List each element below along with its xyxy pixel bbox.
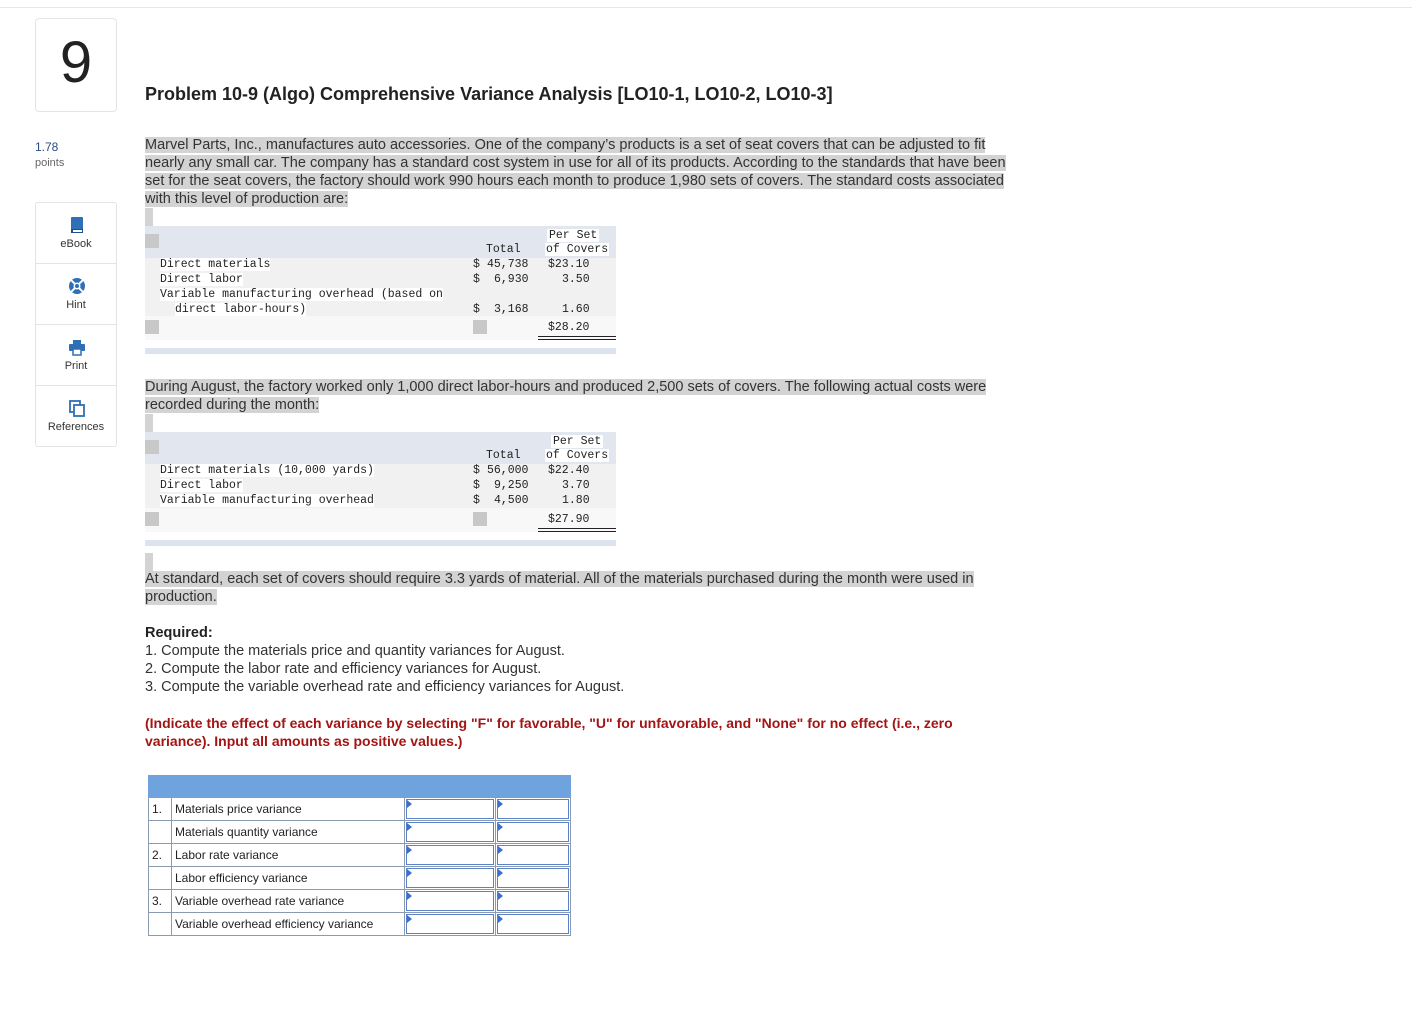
header-cell (149, 776, 172, 798)
effect-select[interactable] (497, 822, 569, 842)
row-perset: $23.10 (548, 258, 590, 271)
row-currency: $ (473, 303, 480, 316)
header-cell (496, 776, 571, 798)
row-perset: 1.60 (562, 303, 590, 316)
amount-input[interactable] (406, 845, 494, 865)
row-label: Labor rate variance (172, 844, 405, 867)
row-marker (473, 512, 487, 526)
row-label: Direct labor (160, 273, 243, 286)
row-perset: 3.50 (562, 273, 590, 286)
row-total: 3,168 (494, 303, 529, 316)
row-number (149, 867, 172, 890)
row-total: 56,000 (487, 464, 529, 477)
effect-cell (496, 890, 571, 913)
row-marker (145, 440, 159, 454)
lifebuoy-icon (68, 277, 86, 295)
row-label: Direct materials (10,000 yards) (160, 464, 374, 477)
row-perset: 1.80 (562, 494, 590, 507)
effect-select[interactable] (497, 845, 569, 865)
effect-select[interactable] (497, 891, 569, 911)
row-number (149, 913, 172, 936)
table-row (149, 821, 571, 844)
row-label: Variable manufacturing overhead (160, 494, 374, 507)
amount-input[interactable] (406, 914, 494, 934)
row-label: Direct materials (160, 258, 271, 271)
row-currency: $ (473, 479, 480, 492)
amount-cell (405, 867, 496, 890)
effect-select[interactable] (497, 868, 569, 888)
instruction-note (145, 714, 1045, 750)
total-perset: $27.90 (548, 513, 590, 526)
double-rule (538, 336, 616, 337)
caret-icon (498, 869, 503, 877)
header-total: Total (486, 449, 521, 462)
standard-line: production. (145, 589, 217, 605)
row-perset: 3.70 (562, 479, 590, 492)
table-footer-band (145, 348, 616, 354)
note-line: variance). Input all amounts as positive values.) (145, 733, 463, 749)
amount-input[interactable] (406, 891, 494, 911)
caret-icon (498, 915, 503, 923)
points-value: 1.78 (35, 140, 59, 154)
effect-select[interactable] (497, 914, 569, 934)
august-line: recorded during the month: (145, 397, 320, 413)
effect-cell (496, 844, 571, 867)
hint-label: Hint (66, 299, 86, 311)
row-label: Variable overhead efficiency variance (172, 913, 405, 936)
august-paragraph (145, 378, 986, 414)
caret-icon (407, 823, 412, 831)
caret-icon (407, 869, 412, 877)
highlight-marker (145, 208, 153, 226)
amount-cell (405, 798, 496, 821)
amount-input[interactable] (406, 868, 494, 888)
row-marker (145, 234, 159, 248)
row-total: 9,250 (494, 479, 529, 492)
standard-paragraph (145, 570, 974, 606)
ebook-label: eBook (60, 238, 92, 250)
top-divider (0, 7, 1412, 8)
table-row (149, 844, 571, 867)
highlight-marker (145, 414, 153, 432)
row-number: 2. (149, 844, 172, 867)
intro-line: nearly any small car. The company has a standard cost system in use for all of its products. According to the standards that have been (145, 155, 1006, 171)
caret-icon (498, 846, 503, 854)
caret-icon (498, 800, 503, 808)
row-label: Materials price variance (172, 798, 405, 821)
amount-input[interactable] (406, 822, 494, 842)
amount-cell (405, 844, 496, 867)
double-rule (538, 339, 616, 340)
amount-input[interactable] (406, 799, 494, 819)
header-perset-1: Per Set (549, 229, 598, 242)
references-label: References (47, 421, 105, 433)
row-currency: $ (473, 258, 480, 271)
effect-select[interactable] (497, 799, 569, 819)
row-marker (473, 320, 487, 334)
tools-panel (35, 202, 117, 447)
effect-cell (496, 867, 571, 890)
print-label: Print (64, 360, 88, 372)
row-label: Direct labor (160, 479, 243, 492)
row-marker (145, 320, 159, 334)
book-icon (68, 216, 86, 234)
caret-icon (407, 846, 412, 854)
row-currency: $ (473, 464, 480, 477)
header-cell (172, 776, 405, 798)
header-perset-2: of Covers (546, 243, 609, 256)
intro-line: set for the seat covers, the factory should work 990 hours each month to produce 1,980 sets of covers. The standard costs associated (145, 173, 1004, 189)
table-row (149, 867, 571, 890)
caret-icon (407, 915, 412, 923)
caret-icon (407, 800, 412, 808)
required-item: 1. Compute the materials price and quantity variances for August. (145, 643, 565, 659)
row-number: 3. (149, 890, 172, 913)
table-row (149, 890, 571, 913)
august-line: During August, the factory worked only 1,000 direct labor-hours and produced 2,500 sets of covers. The following actual costs were (145, 379, 987, 395)
standard-line: At standard, each set of covers should require 3.3 yards of material. All of the materials purchased during the month were used in (145, 571, 974, 587)
question-number: 9 (35, 18, 117, 112)
row-currency: $ (473, 273, 480, 286)
row-label: Labor efficiency variance (172, 867, 405, 890)
header-perset-2: of Covers (546, 449, 609, 462)
intro-line: with this level of production are: (145, 191, 349, 207)
amount-cell (405, 890, 496, 913)
row-currency: $ (473, 494, 480, 507)
answer-header-row (149, 776, 571, 798)
references-button[interactable] (36, 386, 116, 446)
row-number (149, 821, 172, 844)
total-perset: $28.20 (548, 321, 590, 334)
effect-cell (496, 913, 571, 936)
actual-cost-table (145, 432, 616, 547)
intro-paragraph (145, 136, 1006, 208)
effect-cell (496, 798, 571, 821)
effect-cell (496, 821, 571, 844)
standard-cost-table (145, 226, 616, 356)
problem-title: Problem 10-9 (Algo) Comprehensive Variance Analysis [LO10-1, LO10-2, LO10-3] (145, 84, 833, 104)
amount-cell (405, 913, 496, 936)
table-footer-band (145, 540, 616, 546)
answer-table (148, 775, 571, 936)
print-button[interactable] (36, 325, 116, 386)
header-total: Total (486, 243, 521, 256)
row-marker (145, 512, 159, 526)
caret-icon (498, 823, 503, 831)
double-rule (538, 528, 616, 529)
highlight-marker (145, 553, 153, 571)
header-cell (405, 776, 496, 798)
row-label: Materials quantity variance (172, 821, 405, 844)
amount-cell (405, 821, 496, 844)
table-row (149, 798, 571, 821)
required-section (145, 624, 624, 696)
printer-icon (68, 338, 86, 356)
row-label: Variable manufacturing overhead (based on (160, 288, 443, 301)
row-total: 4,500 (494, 494, 529, 507)
required-item: 2. Compute the labor rate and efficiency variances for August. (145, 661, 542, 677)
ebook-button[interactable] (36, 203, 116, 264)
note-line: (Indicate the effect of each variance by selecting "F" for favorable, "U" for unfavorable, and "None" for no effect (i.e., zero (145, 715, 953, 731)
caret-icon (498, 892, 503, 900)
caret-icon (407, 892, 412, 900)
row-label: direct labor-hours) (175, 303, 307, 316)
double-rule (538, 531, 616, 532)
points-label: points (35, 157, 65, 169)
hint-button[interactable] (36, 264, 116, 325)
row-total: 45,738 (487, 258, 529, 271)
required-item: 3. Compute the variable overhead rate and efficiency variances for August. (145, 679, 625, 695)
row-total: 6,930 (494, 273, 529, 286)
row-perset: $22.40 (548, 464, 590, 477)
table-row (149, 913, 571, 936)
header-perset-1: Per Set (553, 435, 602, 448)
required-heading: Required: (145, 625, 213, 641)
intro-line: Marvel Parts, Inc., manufactures auto accessories. One of the company’s products is a set of seat covers that can be adjusted to fit (145, 137, 986, 153)
row-label: Variable overhead rate variance (172, 890, 405, 913)
row-number: 1. (149, 798, 172, 821)
copy-icon (68, 399, 86, 417)
